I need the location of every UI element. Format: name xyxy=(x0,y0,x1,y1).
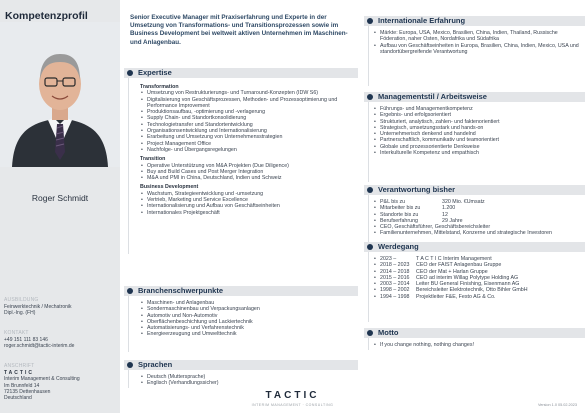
responsibility-key: • Berufserfahrung xyxy=(380,217,418,224)
address-brand: TACTIC xyxy=(4,370,34,377)
languages-list xyxy=(140,374,362,387)
transformation-list xyxy=(140,90,362,153)
logo-tagline: INTERIM MANAGEMENT · CONSULTING xyxy=(251,403,334,407)
education-block xyxy=(4,297,118,317)
list-item: • Englisch (Verhandlungssicher) xyxy=(140,380,362,386)
career-years: • 2023 – xyxy=(380,256,397,262)
expertise-title: Expertise xyxy=(138,68,172,77)
career-list xyxy=(373,256,580,300)
list-item: • Interkulturelle Kompetenz und empathisch xyxy=(373,150,580,156)
list-item: • Erarbeitung und Umsetzung von Unternehmensstrategien xyxy=(140,134,362,140)
responsibility-title: Verantwortung bisher xyxy=(378,185,456,194)
career-years: • 2018 – 2023 xyxy=(380,262,410,269)
international-list xyxy=(373,30,580,55)
list-item: • Umsetzung von Restrukturierungs- und Turnaround-Konzepten (IDW S6) xyxy=(140,90,362,96)
section-bullet-icon xyxy=(367,187,373,193)
section-rule xyxy=(368,338,369,350)
list-item xyxy=(373,294,580,300)
list-item: • Wachstum, Strategieentwicklung und -umsetzung xyxy=(140,191,362,197)
responsibility-content xyxy=(373,199,580,237)
responsibility-list xyxy=(373,199,580,237)
contact-email[interactable]: roger.schmidt@tactic-interim.de xyxy=(4,343,75,350)
section-bullet-icon xyxy=(367,244,373,250)
address-heading: ANSCHRIFT xyxy=(4,363,35,369)
portrait-photo xyxy=(0,22,120,167)
address-line: Interim Management & Consulting xyxy=(4,376,80,383)
list-item: • M&A und PMI in China, Deutschland, Indien und Schweiz xyxy=(140,175,362,181)
list-item: • Deutsch (Muttersprache) xyxy=(140,374,362,380)
career-role: Leiter BU General Finishing, Eisenmann AG xyxy=(416,281,520,288)
list-item: • Energieerzeugung und Umwelttechnik xyxy=(140,331,362,337)
industries-list xyxy=(140,300,362,338)
list-item: • Sondermaschinenbau und Verpackungsanlagen xyxy=(140,306,362,312)
responsibility-key: • P&L bis zu xyxy=(380,199,406,205)
responsibility-key: • Standorte bis zu xyxy=(380,211,419,218)
list-item: • Operative Unterstützung von M&A Projekten (Due Diligence) xyxy=(140,163,362,169)
industries-content xyxy=(140,300,362,338)
list-item: • Maschinen- und Anlagenbau xyxy=(140,300,362,306)
career-role: T A C T I C Interim Management xyxy=(416,256,492,262)
intro-text: Senior Executive Manager mit Praxiserfahrung und Experte in der Umsetzung von Transformations- und Transitionsprozessen sowie im Business Development bei weltweit aktiven Unternehmen im Maschinen- und Anlagenbau. xyxy=(130,14,348,46)
responsibility-value: 320 Mio. €Umsatz xyxy=(442,199,485,205)
career-years: • 2003 – 2014 xyxy=(380,281,410,288)
list-item: • Technologietransfer und Standortentwicklung xyxy=(140,122,362,128)
contact-phone[interactable]: +49 151 111 83 146 xyxy=(4,337,48,344)
career-years: • 2015 – 2016 xyxy=(380,274,410,281)
career-role: CEO der FAIST Anlagenbau Gruppe xyxy=(416,262,502,269)
languages-title: Sprachen xyxy=(138,360,173,369)
expertise-header xyxy=(124,68,358,78)
international-title: Internationale Erfahrung xyxy=(378,16,466,25)
list-item: • If you change nothing, nothing changes! xyxy=(373,342,580,348)
section-bullet-icon xyxy=(127,362,133,368)
transformation-heading: Transformation xyxy=(140,84,179,90)
management-list xyxy=(373,106,580,156)
career-years: • 1994 – 1998 xyxy=(380,293,410,300)
career-years: • 1998 – 2002 xyxy=(380,287,410,294)
address-line: Deutschland xyxy=(4,395,32,402)
person-name: Roger Schmidt xyxy=(31,193,89,203)
tactic-logo: TACTIC xyxy=(265,390,320,401)
career-role: CEO der Mat + Harlan Gruppe xyxy=(416,268,488,275)
list-item: • Digitalisierung von Geschäftsprozessen, Methoden- und Prozessoptimierung und Performance Improvement xyxy=(140,97,362,110)
industries-title: Branchenschwerpunkte xyxy=(138,286,224,295)
career-header xyxy=(364,242,585,252)
management-content xyxy=(373,106,580,156)
section-rule xyxy=(128,78,129,254)
education-line: Dipl.-Ing. (FH) xyxy=(4,310,36,317)
business-development-list xyxy=(140,191,362,216)
international-content xyxy=(373,30,580,55)
list-item: • Internationales Projektgeschäft xyxy=(140,210,362,216)
business-development-heading: Business Development xyxy=(140,184,199,191)
address-line: Im Brunnfeld 14 xyxy=(4,382,40,389)
list-item: • Oberflächenbeschichtung und Lackiertechnik xyxy=(140,319,362,325)
list-item: • Vertrieb, Marketing und Service Excellence xyxy=(140,197,362,203)
languages-header xyxy=(124,360,358,370)
motto-content xyxy=(373,342,580,348)
portrait-image xyxy=(0,22,120,167)
list-item: • Strukturiert, analytisch, zahlen- und faktenorientiert xyxy=(373,119,580,125)
version-note: Version 1.0 05.02.2023 xyxy=(537,403,577,407)
career-role: Bereichsleiter Elektrotechnik, Otto Bihler GmbH xyxy=(416,287,528,294)
list-item: • Partnerschaftlich, kommunikativ und teamorientiert xyxy=(373,137,580,143)
profile-sidebar xyxy=(0,0,120,413)
career-years: • 2014 – 2018 xyxy=(380,268,410,275)
section-bullet-icon xyxy=(367,330,373,336)
motto-title: Motto xyxy=(378,328,399,337)
responsibility-value: 1.200 xyxy=(442,205,456,212)
career-role: Projektleiter F&E, Festo AG & Co. xyxy=(416,293,496,300)
responsibility-header xyxy=(364,185,585,195)
list-item: • Automotiv und Non-Automotiv xyxy=(140,313,362,319)
list-item: • Nachfolge- und Übergangsregelungen xyxy=(140,147,362,153)
management-header xyxy=(364,92,585,102)
section-rule xyxy=(368,26,369,86)
section-rule xyxy=(368,102,369,182)
languages-content xyxy=(140,374,362,387)
management-title: Managementstil / Arbeitsweise xyxy=(378,92,487,101)
list-item: • Project Management Office xyxy=(140,141,362,147)
motto-header xyxy=(364,328,585,338)
responsibility-value: 29 Jahre xyxy=(442,217,463,224)
career-role: CEO ad interim Willag Polytype Holding AG xyxy=(416,274,519,281)
list-item: • Globale und prozessorientierte Denkweise xyxy=(373,144,580,150)
list-item: • Supply Chain- und Standortkonsolidierung xyxy=(140,115,362,121)
section-bullet-icon xyxy=(127,288,133,294)
section-rule xyxy=(128,296,129,352)
section-rule xyxy=(368,252,369,322)
list-item: • Unternehmerisch denkend und handelnd xyxy=(373,131,580,137)
education-heading: AUSBILDUNG xyxy=(4,297,39,303)
list-item: • Internationalisierung und Aufbau von Geschäftseinheiten xyxy=(140,203,362,209)
education-line: Feinwerktechnik / Mechatronik xyxy=(4,304,72,311)
list-item: • Strategisch, umsetzungsstark und hands-on xyxy=(373,125,580,131)
responsibility-value: 12 xyxy=(442,211,448,218)
responsibility-key: • Mitarbeiter bis zu xyxy=(380,205,421,212)
list-item: • Produktionsaufbau, -optimierung und -verlagerung xyxy=(140,109,362,115)
transition-list xyxy=(140,163,362,182)
list-item: • Führungs- und Managementkompetenz xyxy=(373,106,580,112)
section-bullet-icon xyxy=(127,70,133,76)
section-rule xyxy=(368,195,369,245)
list-item: • Organisationsentwicklung und Internationalisierung xyxy=(140,128,362,134)
section-rule xyxy=(128,370,129,388)
list-item: • Familienunternehmen, Mittelstand, Konzerne und strategische Investoren xyxy=(373,230,580,236)
list-item: • Ergebnis- und erfolgsorientiert xyxy=(373,112,580,118)
list-item: • CEO, Geschäftsführer, Geschäftsbereichsleiter xyxy=(373,224,580,230)
section-bullet-icon xyxy=(367,18,373,24)
expertise-content xyxy=(140,83,362,216)
career-title: Werdegang xyxy=(378,242,419,251)
profile-title: Kompetenzprofil xyxy=(5,10,88,22)
list-item: • Märkte: Europa, USA, Mexico, Brasilien, China, Indien, Thailand, Russische Föderation, naher Osten, Nordafrika und Südafrika xyxy=(373,30,580,43)
international-header xyxy=(364,16,585,26)
transition-heading: Transition xyxy=(140,156,166,163)
contact-heading: KONTAKT xyxy=(4,330,29,336)
contact-block xyxy=(4,330,118,350)
address-line: 72135 Dettenhausen xyxy=(4,388,51,395)
list-item: • Aufbau von Geschäftseinheiten in Europa, Brasilien, China, Indien, Mexico, USA und standortübergreifende Verantwortung xyxy=(373,43,580,56)
motto-list xyxy=(373,342,580,348)
career-content xyxy=(373,256,580,300)
section-bullet-icon xyxy=(367,94,373,100)
list-item: • Automatisierungs- und Verfahrenstechnik xyxy=(140,325,362,331)
list-item: • Buy and Build Cases und Post Merger Integration xyxy=(140,169,362,175)
industries-header xyxy=(124,286,358,296)
